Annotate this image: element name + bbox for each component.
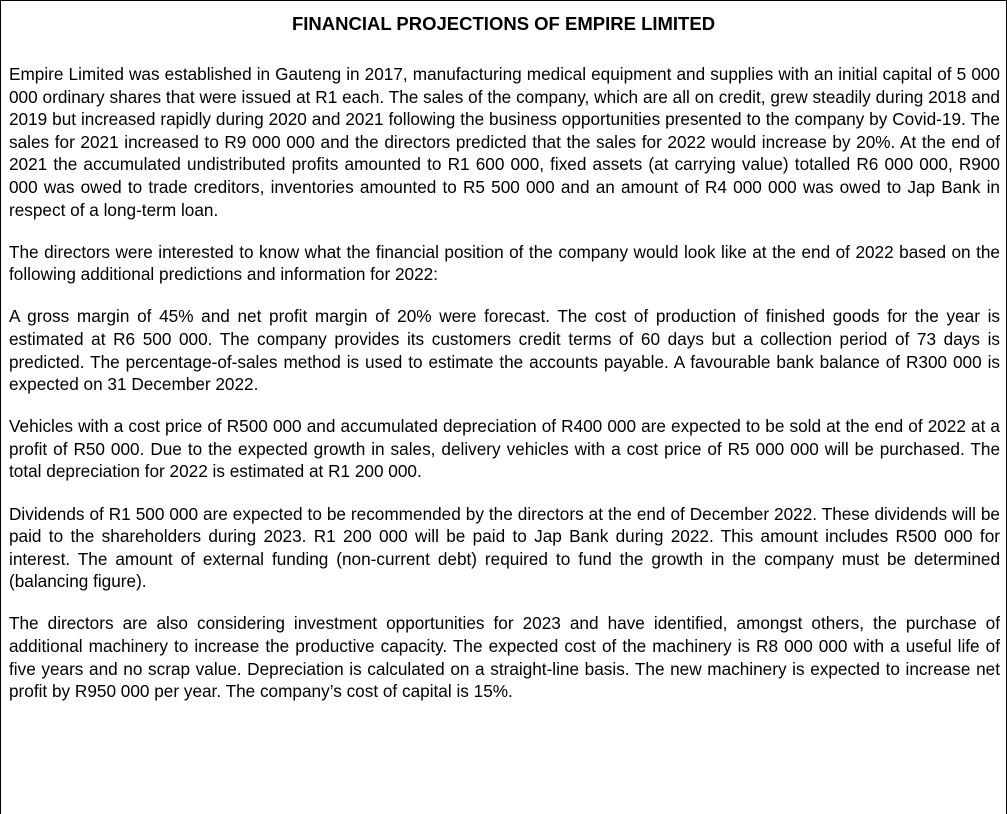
paragraph-dividends-funding: Dividends of R1 500 000 are expected to be recommended by the directors at the end of December 2022. These dividends will be paid to the shareholders during 2023. R1 200 000 will be paid to Jap Bank during 2022. This amount includes R500 000 for interest. The amount of external funding (non-current debt) required to fund the growth in the company must be determined (balancing figure). — [9, 503, 1000, 592]
paragraph-margins-forecast: A gross margin of 45% and net profit margin of 20% were forecast. The cost of production of finished goods for the year is estimated at R6 500 000. The company provides its customers credit terms of 60 days but a collection period of 73 days is predicted. The percentage-of-sales method is used to estimate the accounts payable. A favourable bank balance of R300 000 is expected on 31 December 2022. — [9, 306, 1000, 395]
paragraph-vehicles: Vehicles with a cost price of R500 000 and accumulated depreciation of R400 000 are expected to be sold at the end of 2022 at a profit of R50 000. Due to the expected growth in sales, delivery vehicles with a cost price of R5 000 000 will be purchased. The total depreciation for 2022 is estimated at R1 200 000. — [9, 416, 1000, 482]
paragraph-investment-opportunities: The directors are also considering investment opportunities for 2023 and have identified, amongst others, the purchase of additional machinery to increase the productive capacity. The expected cost of the machinery is R8 000 000 with a useful life of five years and no scrap value. Depreciation is calculated on a straight-line basis. The new machinery is expected to increase net profit by R950 000 per year. The company’s cost of capital is 15%. — [9, 613, 1000, 702]
document-title: FINANCIAL PROJECTIONS OF EMPIRE LIMITED — [291, 13, 716, 34]
paragraph-company-background: Empire Limited was established in Gauteng in 2017, manufacturing medical equipment and supplies with an initial capital of 5 000 000 ordinary shares that were issued at R1 each. The sales of the company, which are all on credit, grew steadily during 2018 and 2019 but increased rapidly during 2020 and 2021 following the business opportunities presented to the company by Covid-19. The sales for 2021 increased to R9 000 000 and the directors predicted that the sales for 2022 would increase by 20%. At the end of 2021 the accumulated undistributed profits amounted to R1 600 000, fixed assets (at carrying value) totalled R6 000 000, R900 000 was owed to trade creditors, inventories amounted to R5 500 000 and an amount of R4 000 000 was owed to Jap Bank in respect of a long-term loan. — [9, 64, 1000, 220]
document-body — [9, 63, 1000, 722]
paragraph-directors-interest: The directors were interested to know what the financial position of the company would look like at the end of 2022 based on the following additional predictions and information for 2022: — [9, 241, 1000, 285]
